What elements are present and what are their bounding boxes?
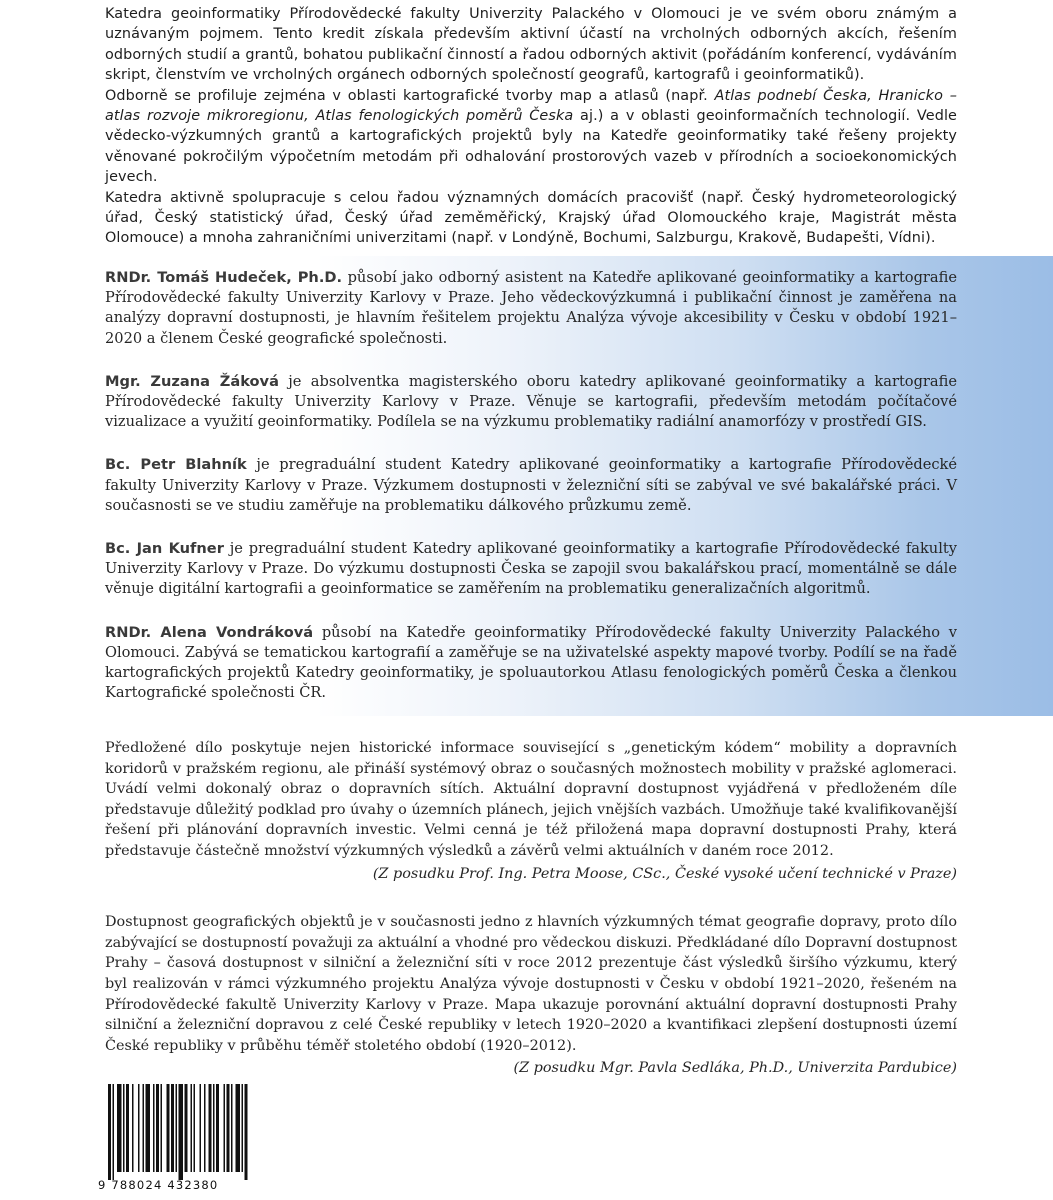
barcode-bar [191,1084,193,1172]
barcode-bar [113,1084,115,1180]
author-bio [105,268,957,349]
barcode-bar [146,1084,151,1172]
author-name: RNDr. Alena Vondráková [105,623,314,641]
review-text: Dostupnost geografických objektů je v současnosti jedno z hlavních výzkumných témat geografie dopravy, proto dílo zabývající se dostupností považuji za aktuální a vhodné pro vědeckou diskuzi. Předkládané dílo Dopravní dostupnost Prahy – časová dostupnost v silniční a železniční síti v roce 2012 prezentuje část výsledků širšího výzkumu, který byl realizován v rámci výzkumného projektu Analýza vývoje dostupnosti v Česku v období 1921–2020, řešeném na Přírodovědecké fakultě Univerzity Karlovy v Praze. Mapa ukazuje porovnání aktuální dopravní dostupnosti Prahy silniční a železniční dopravou z celé České republiky v letech 1920–2020 a kvantifikaci zlepšení dostupnosti území České republiky v průběhu téměř stoletého období (1920–2012). [105,914,957,1054]
reviews-section [105,738,957,1079]
author-bio-text: působí jako odborný asistent na Katedře aplikované geoinformatiky a kartografie Přírodovědecké fakulty Univerzity Karlovy v Praze. Jeho vědeckovýzkumná i publikační činnost je zaměřena na analýzy dopravní dostupnosti, je hlavním řešitelem projektu Analýza vývoje akcesibility v Česku v období 1921–2020 a členem České geografické společnosti. [105,269,957,347]
intro-p2-text-end: aj.) a v oblasti geoinformačních technologií. Vedle vědecko-výzkumných grantů a kartografických projektů byly na Katedře geoinformatiky také řešeny projekty věnované pokročilým výpočetním metodám při odhalování prostorových vazeb v přírodních a socioekonomických jevech. [105,108,957,186]
barcode-bar [132,1084,134,1172]
author-name: Bc. Jan Kufner [105,540,224,558]
author-bio [105,623,957,704]
author-name: Bc. Petr Blahník [105,456,247,474]
barcode-bar [231,1084,233,1172]
barcode-bar [242,1084,244,1172]
barcode-bar [200,1084,202,1172]
intro-paragraph-2 [105,86,957,188]
author-bio-text: je absolventka magisterského oboru katedry aplikované geoinformatiky a kartografie Přírodovědecké fakulty Univerzity Karlovy v Praze. Věnuje se kartografii, především metodám počítačové vizualizace a využití geoinformatiky. Podílela se na výzkumu problematiky radiální anamorfózy v prostředí GIS. [105,372,957,431]
barcode-bar [176,1084,178,1172]
barcode-bar [171,1084,174,1172]
isbn-number: 9 788024 432380 [98,1178,219,1192]
author-bio [105,372,957,433]
review-attribution: (Z posudku Prof. Ing. Petra Moose, CSc., České vysoké učení technické v Praze) [372,865,957,882]
barcode-bar [213,1084,215,1172]
barcode-bar [209,1084,212,1172]
department-description [105,4,957,249]
barcode-bar [179,1084,184,1180]
barcode-bar [194,1084,196,1172]
barcode-bar [227,1084,230,1172]
barcode-bar [224,1084,226,1172]
barcode-bar [245,1084,248,1180]
author-name: Mgr. Zuzana Žáková [105,372,279,390]
author-bio-text: je pregraduální student Katedry aplikované geoinformatiky a kartografie Přírodovědecké fakulty Univerzity Karlovy v Praze. Do výzkumu dostupnosti Česka se zapojil svou bakalářskou prací, momentálně se dále věnuje digitální kartografii a geoinformatice se zaměřením na problematiku generalizačních algoritmů. [105,540,957,598]
author-bio [105,455,957,516]
author-bio [105,539,957,600]
barcode-bar [143,1084,145,1172]
barcode-bar [236,1084,241,1172]
barcode-bars [96,1084,256,1184]
barcode-bar [153,1084,155,1172]
barcode-bar [204,1084,206,1172]
barcode-bar [126,1084,129,1172]
barcode-bar [161,1084,163,1172]
review-text: Předložené dílo poskytuje nejen historické informace související s „genetickým kódem“ mobility a dopravních koridorů v pražském regionu, ale přináší systémový obraz o současných možnostech mobility v pražské aglomeraci. Uvádí velmi dokonalý obraz o dopravních sítích. Aktuální dopravní dostupnost vyjádřená v předloženém díle představuje důležitý podklad pro úvahy o územních plánech, jejich vnějších vazbách. Umožňuje také kvalifikovanější řešení při plánování dopravních investic. Velmi cenná je též přiložená mapa dopravní dostupnosti Prahy, která představuje částečně množství výzkumných výsledků a závěrů velmi aktuálních v daném roce 2012. [105,740,957,859]
barcode-bar [138,1084,140,1172]
barcode-bar [167,1084,170,1172]
barcode-bar [156,1084,159,1172]
author-name: RNDr. Tomáš Hudeček, Ph.D. [105,269,343,286]
barcode-bar [117,1084,122,1172]
barcode-bar [108,1084,111,1180]
intro-p2-atlas-titles: Atlas podnebí Česka, Hranicko – atlas rozvoje mikroregionu, Atlas fenologických poměrů Česka [105,87,957,125]
barcode-bar [185,1084,188,1172]
barcode-bar [123,1084,125,1172]
author-bio-text: působí na Katedře geoinformatiky Přírodovědecké fakulty Univerzity Palackého v Olomouci. Zabývá se tematickou kartografií a zaměřuje se na uživatelské aspekty mapové tvorby. Podílí se na řadě kartografických projektů Katedry geoinformatiky, je spoluautorkou Atlasu fenologických poměrů Česka a členkou Kartografické společnosti ČR. [105,623,957,702]
review-attribution: (Z posudku Mgr. Pavla Sedláka, Ph.D., Univerzita Pardubice) [513,1060,957,1077]
authors-section [105,268,957,726]
barcode-bar [216,1084,219,1172]
intro-paragraph-3: Katedra aktivně spolupracuje s celou řadou významných domácích pracovišť (např. Český hydrometeorologický úřad, Český statistický úřad, Český úřad zeměměřický, Krajský úřad Olomouckého kraje, Magistrát města Olomouce) a mnoha zahraničními univerzitami (např. v Londýně, Bochumi, Salzburgu, Krakově, Budapešti, Vídni). [105,189,957,247]
intro-paragraph-1: Katedra geoinformatiky Přírodovědecké fakulty Univerzity Palackého v Olomouci je ve svém oboru známým a uznávaným pojmem. Tento kredit získala především aktivní účastí na vrcholných odborných akcích, řešením odborných studií a grantů, bohatou publikační činností a řadou odborných aktivit (pořádáním konferencí, vydáváním skript, členstvím ve vrcholných orgánech odborných společností geografů, kartografů i geoinformatiků). [105,6,957,84]
intro-p2-text-start: Odborně se profiluje zejména v oblasti kartografické tvorby map a atlasů (např. [105,87,715,104]
author-bio-text: je pregraduální student Katedry aplikované geoinformatiky a kartografie Přírodovědecké fakulty Univerzity Karlovy v Praze. Výzkumem dostupnosti v železniční síti se zabýval ve své bakalářské práci. V současnosti se ve studiu zaměřuje na problematiku dálkového průzkumu země. [105,456,957,514]
